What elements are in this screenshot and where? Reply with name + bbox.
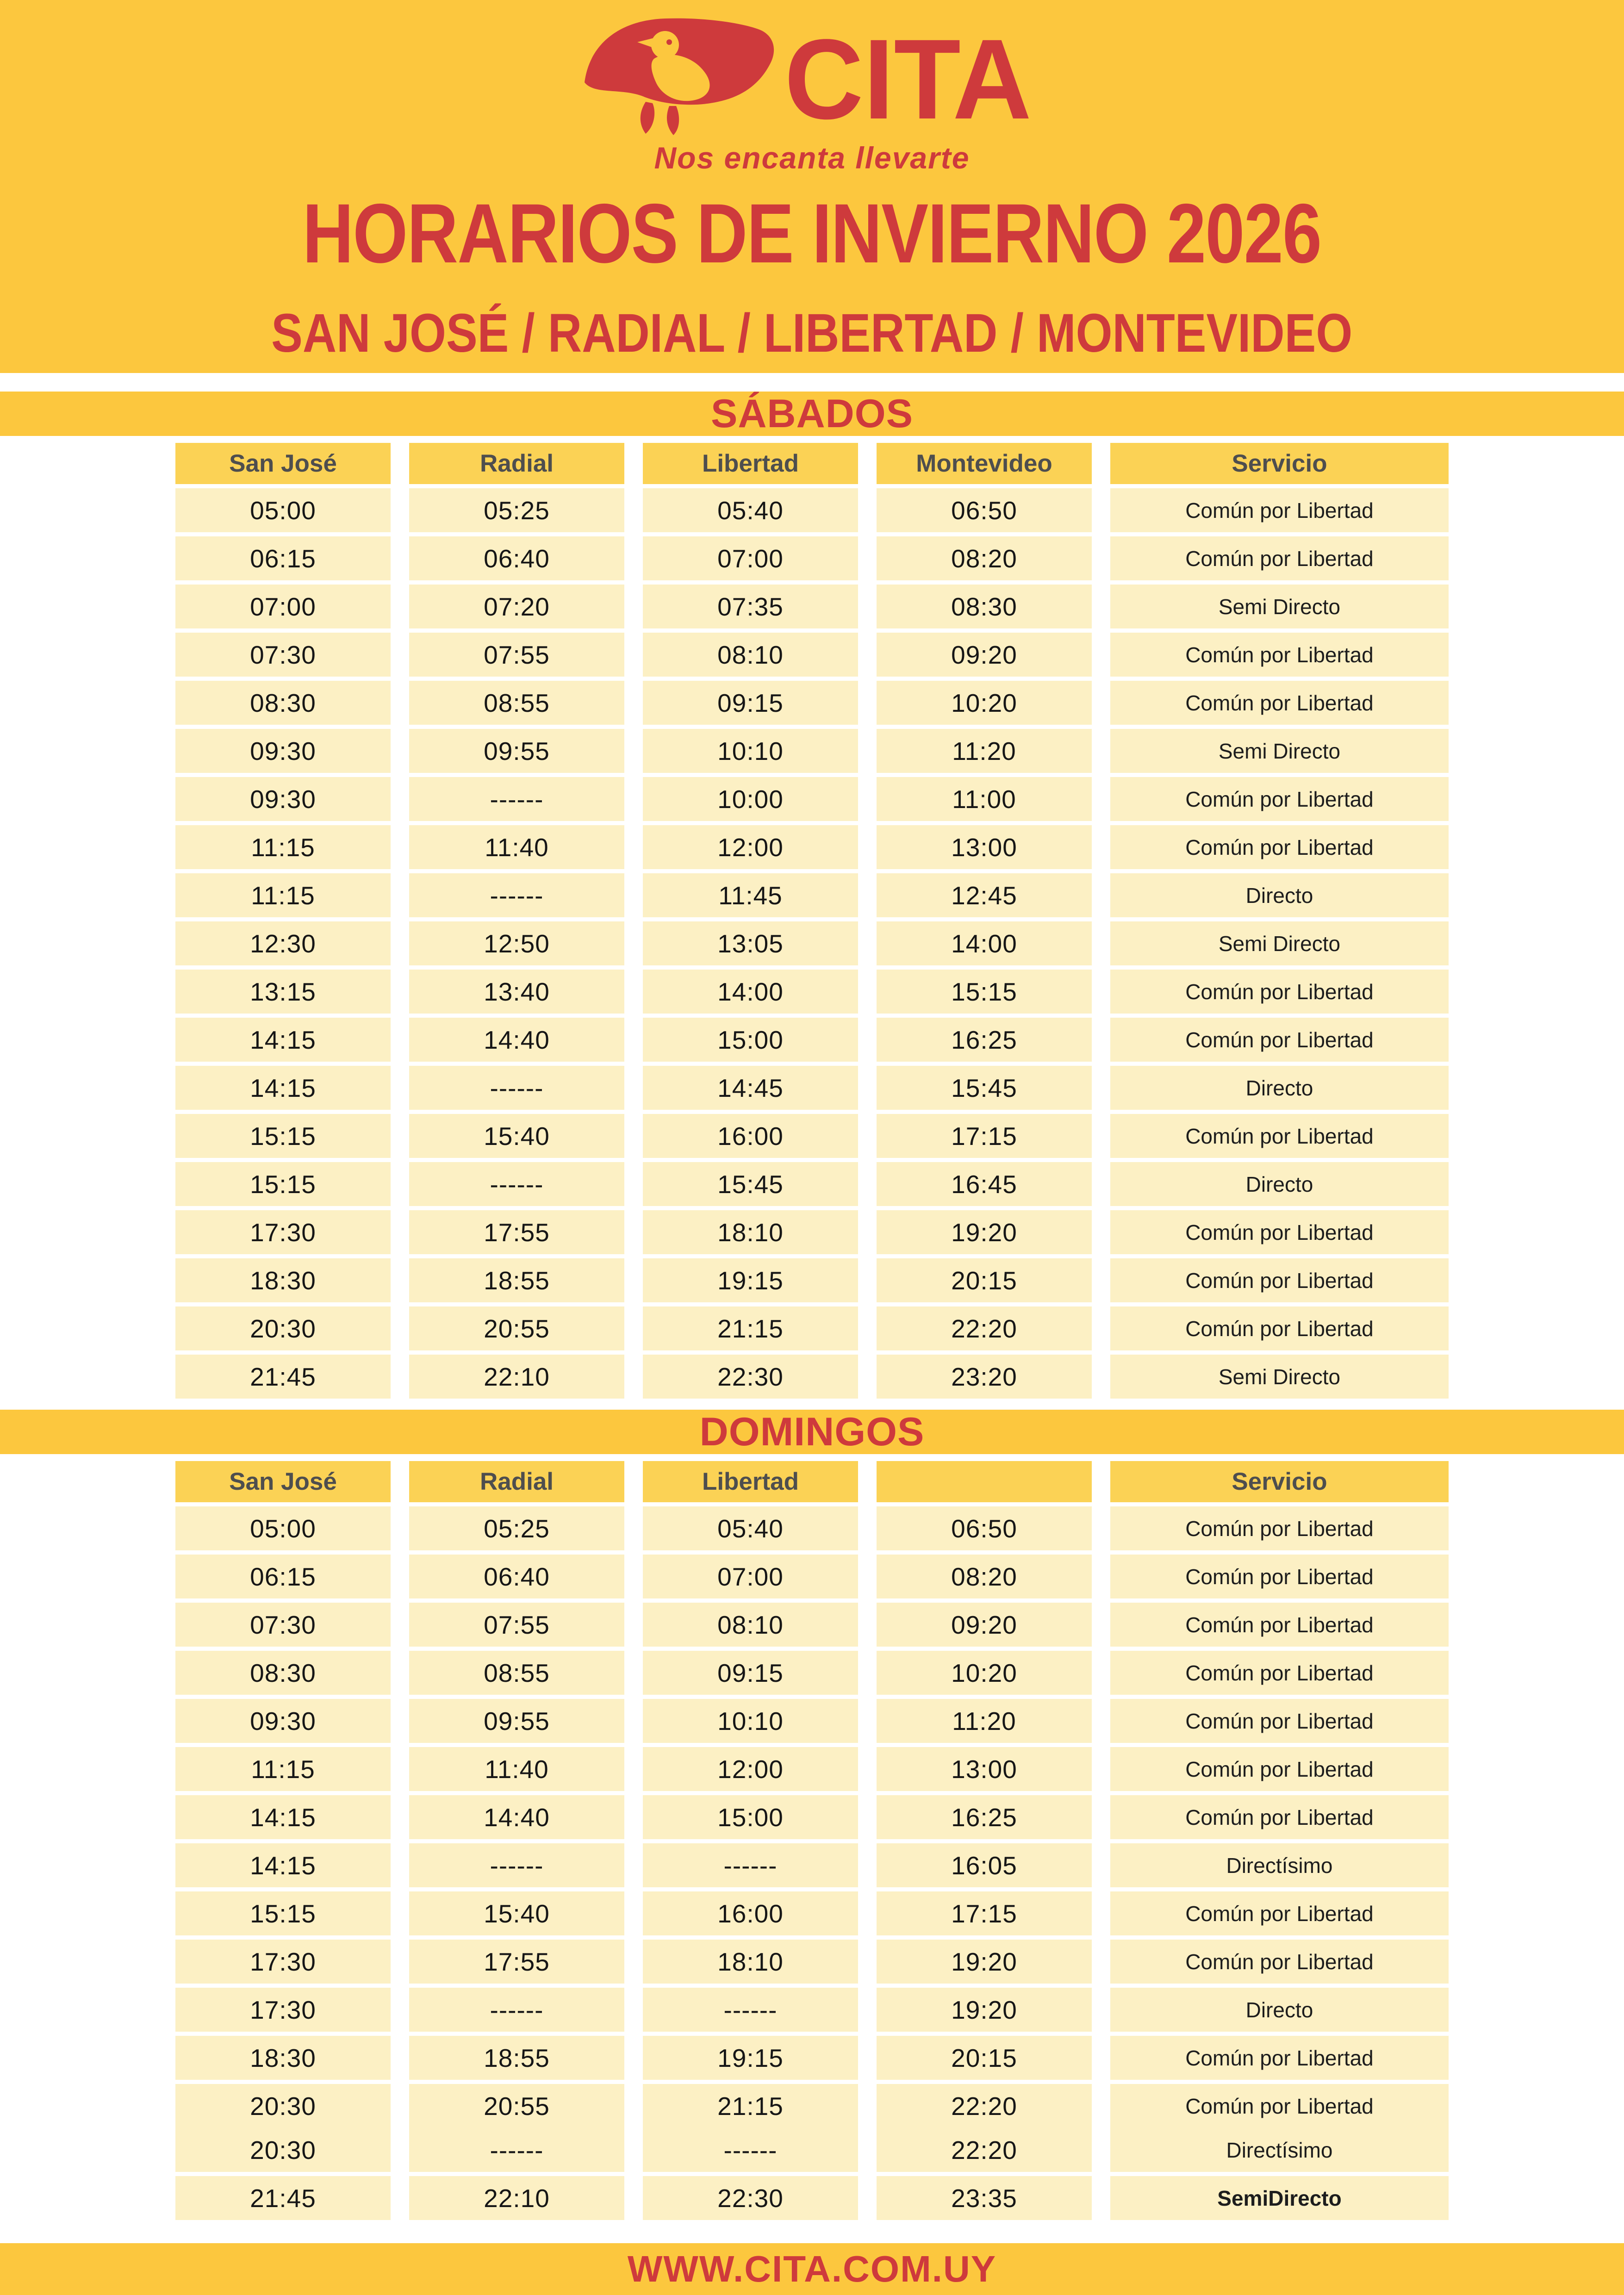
service-cell: Semi Directo — [1110, 1355, 1449, 1399]
service-cell: Común por Libertad — [1110, 777, 1449, 821]
schedule-column — [1110, 443, 1449, 1403]
service-cell: Semi Directo — [1110, 729, 1449, 773]
time-cell: 08:30 — [877, 585, 1092, 628]
time-cell: 19:20 — [877, 1940, 1092, 1984]
time-cell: ------ — [409, 1843, 624, 1887]
time-cell: ------ — [409, 2128, 624, 2172]
schedule-column — [877, 1461, 1092, 2224]
time-cell: 18:55 — [409, 2036, 624, 2080]
time-cell: 21:45 — [175, 2176, 391, 2220]
time-cell: 11:15 — [175, 825, 391, 869]
time-cell: 05:25 — [409, 488, 624, 532]
service-cell: Común por Libertad — [1110, 1747, 1449, 1791]
service-cell: Común por Libertad — [1110, 1603, 1449, 1647]
time-cell: 07:00 — [643, 536, 858, 580]
time-cell: 22:20 — [877, 1306, 1092, 1350]
website-url: WWW.CITA.COM.UY — [627, 2248, 997, 2289]
service-cell: Común por Libertad — [1110, 1651, 1449, 1695]
time-cell: 10:10 — [643, 729, 858, 773]
time-cell: 18:10 — [643, 1210, 858, 1254]
band-label: DOMINGOS — [699, 1409, 925, 1454]
domingos-table — [0, 1454, 1624, 2224]
time-cell: 09:30 — [175, 777, 391, 821]
time-cell: 16:00 — [643, 1891, 858, 1935]
band-label: SÁBADOS — [710, 391, 914, 436]
time-cell: 08:55 — [409, 1651, 624, 1695]
time-cell: 08:20 — [877, 1555, 1092, 1598]
service-cell: Común por Libertad — [1110, 488, 1449, 532]
time-cell: 07:20 — [409, 585, 624, 628]
time-cell: 07:30 — [175, 1603, 391, 1647]
schedule-column — [175, 443, 391, 1403]
column-header: Radial — [409, 1461, 624, 1502]
service-cell: Común por Libertad — [1110, 1555, 1449, 1598]
time-cell: 10:00 — [643, 777, 858, 821]
time-cell: 17:30 — [175, 1940, 391, 1984]
poster-header — [0, 0, 1624, 373]
time-cell: 09:15 — [643, 681, 858, 725]
time-cell: 17:55 — [409, 1940, 624, 1984]
time-cell: 07:35 — [643, 585, 858, 628]
service-cell: Semi Directo — [1110, 921, 1449, 965]
time-cell: 10:20 — [877, 1651, 1092, 1695]
time-cell: 10:10 — [643, 1699, 858, 1743]
time-cell: 12:00 — [643, 1747, 858, 1791]
time-cell: 08:55 — [409, 681, 624, 725]
service-cell: Común por Libertad — [1110, 1306, 1449, 1350]
service-cell: Común por Libertad — [1110, 1940, 1449, 1984]
schedule-column — [643, 1461, 858, 2224]
service-cell: Común por Libertad — [1110, 1795, 1449, 1839]
time-cell: 15:40 — [409, 1891, 624, 1935]
time-cell: 05:40 — [643, 1506, 858, 1550]
service-cell: Directo — [1110, 1162, 1449, 1206]
service-cell: Común por Libertad — [1110, 1018, 1449, 1062]
time-cell: 15:45 — [877, 1066, 1092, 1110]
time-cell: 20:30 — [175, 2084, 391, 2128]
service-cell: Directo — [1110, 873, 1449, 917]
time-cell: 05:00 — [175, 488, 391, 532]
time-cell: 08:10 — [643, 1603, 858, 1647]
time-cell: 22:20 — [877, 2128, 1092, 2172]
column-header — [877, 1461, 1092, 1502]
time-cell: 13:00 — [877, 1747, 1092, 1791]
service-cell: Común por Libertad — [1110, 970, 1449, 1014]
time-cell: 06:15 — [175, 1555, 391, 1598]
service-cell: Común por Libertad — [1110, 2036, 1449, 2080]
time-cell: 22:30 — [643, 2176, 858, 2220]
time-cell: 07:30 — [175, 633, 391, 677]
time-cell: 15:45 — [643, 1162, 858, 1206]
time-cell: 20:55 — [409, 2084, 624, 2128]
time-cell: 08:30 — [175, 681, 391, 725]
service-cell: Común por Libertad — [1110, 1210, 1449, 1254]
time-cell: 06:40 — [409, 1555, 624, 1598]
time-cell: 21:45 — [175, 1355, 391, 1399]
time-cell: 11:20 — [877, 729, 1092, 773]
time-cell: 12:30 — [175, 921, 391, 965]
time-cell: 09:30 — [175, 729, 391, 773]
time-cell: ------ — [409, 873, 624, 917]
route-subtitle: SAN JOSÉ / RADIAL / LIBERTAD / MONTEVIDEO — [271, 303, 1353, 364]
column-header: Radial — [409, 443, 624, 484]
time-cell: 09:20 — [877, 633, 1092, 677]
time-cell: 07:55 — [409, 633, 624, 677]
time-cell: 08:10 — [643, 633, 858, 677]
time-cell: ------ — [409, 1066, 624, 1110]
time-cell: 17:30 — [175, 1988, 391, 2032]
time-cell: 19:15 — [643, 1258, 858, 1302]
time-cell: 09:55 — [409, 1699, 624, 1743]
time-cell: 05:25 — [409, 1506, 624, 1550]
band-domingos — [0, 1410, 1624, 1454]
service-cell: Directísimo — [1110, 2128, 1449, 2172]
time-cell: 12:00 — [643, 825, 858, 869]
service-cell: SemiDirecto — [1110, 2176, 1449, 2220]
time-cell: 16:45 — [877, 1162, 1092, 1206]
time-cell: 09:55 — [409, 729, 624, 773]
time-cell: 05:40 — [643, 488, 858, 532]
time-cell: 08:30 — [175, 1651, 391, 1695]
time-cell: 09:20 — [877, 1603, 1092, 1647]
time-cell: 11:40 — [409, 825, 624, 869]
time-cell: 15:15 — [175, 1162, 391, 1206]
time-cell: 14:00 — [877, 921, 1092, 965]
time-cell: ------ — [643, 1988, 858, 2032]
column-header: Servicio — [1110, 1461, 1449, 1502]
time-cell: 14:40 — [409, 1795, 624, 1839]
time-cell: 14:15 — [175, 1066, 391, 1110]
dove-icon — [576, 13, 1048, 141]
time-cell: 10:20 — [877, 681, 1092, 725]
time-cell: 21:15 — [643, 2084, 858, 2128]
service-cell: Común por Libertad — [1110, 681, 1449, 725]
time-cell: 21:15 — [643, 1306, 858, 1350]
service-cell: Común por Libertad — [1110, 1506, 1449, 1550]
schedule-column — [877, 443, 1092, 1403]
column-header: San José — [175, 1461, 391, 1502]
time-cell: 20:55 — [409, 1306, 624, 1350]
time-cell: 06:40 — [409, 536, 624, 580]
time-cell: 05:00 — [175, 1506, 391, 1550]
column-header: Libertad — [643, 443, 858, 484]
band-sabados — [0, 392, 1624, 436]
time-cell: 19:20 — [877, 1210, 1092, 1254]
time-cell: 15:15 — [175, 1114, 391, 1158]
time-cell: 20:30 — [175, 1306, 391, 1350]
time-cell: ------ — [409, 1988, 624, 2032]
time-cell: 11:15 — [175, 1747, 391, 1791]
time-cell: 14:40 — [409, 1018, 624, 1062]
time-cell: 15:00 — [643, 1018, 858, 1062]
time-cell: 16:00 — [643, 1114, 858, 1158]
column-header: Libertad — [643, 1461, 858, 1502]
time-cell: 06:50 — [877, 488, 1092, 532]
time-cell: 14:15 — [175, 1018, 391, 1062]
time-cell: 15:15 — [175, 1891, 391, 1935]
time-cell: 15:15 — [877, 970, 1092, 1014]
service-cell: Directo — [1110, 1066, 1449, 1110]
time-cell: 15:00 — [643, 1795, 858, 1839]
time-cell: 11:40 — [409, 1747, 624, 1791]
time-cell: 13:15 — [175, 970, 391, 1014]
time-cell: 14:45 — [643, 1066, 858, 1110]
time-cell: 12:50 — [409, 921, 624, 965]
service-cell: Común por Libertad — [1110, 633, 1449, 677]
sabados-table — [0, 436, 1624, 1403]
service-cell: Común por Libertad — [1110, 536, 1449, 580]
time-cell: 15:40 — [409, 1114, 624, 1158]
time-cell: 08:20 — [877, 536, 1092, 580]
time-cell: 16:05 — [877, 1843, 1092, 1887]
time-cell: 13:05 — [643, 921, 858, 965]
page-title: HORARIOS DE INVIERNO 2026 — [303, 186, 1321, 280]
time-cell: 14:15 — [175, 1843, 391, 1887]
time-cell: 19:15 — [643, 2036, 858, 2080]
schedule-column — [409, 443, 624, 1403]
time-cell: 22:10 — [409, 1355, 624, 1399]
time-cell: 18:10 — [643, 1940, 858, 1984]
time-cell: 11:15 — [175, 873, 391, 917]
time-cell: 17:15 — [877, 1114, 1092, 1158]
time-cell: 22:10 — [409, 2176, 624, 2220]
column-header: San José — [175, 443, 391, 484]
brand-wordmark: CITA — [784, 16, 1032, 141]
service-cell: Común por Libertad — [1110, 1114, 1449, 1158]
cita-logo — [0, 0, 1624, 143]
time-cell: 17:55 — [409, 1210, 624, 1254]
time-cell: 22:30 — [643, 1355, 858, 1399]
service-cell: Directísimo — [1110, 1843, 1449, 1887]
time-cell: 17:30 — [175, 1210, 391, 1254]
time-cell: 18:55 — [409, 1258, 624, 1302]
time-cell: 06:15 — [175, 536, 391, 580]
time-cell: 14:00 — [643, 970, 858, 1014]
time-cell: 20:15 — [877, 1258, 1092, 1302]
brand-tagline: Nos encanta llevarte — [654, 141, 970, 175]
footer-band — [0, 2243, 1624, 2295]
time-cell: 16:25 — [877, 1795, 1092, 1839]
time-cell: 20:30 — [175, 2128, 391, 2172]
schedule-column — [643, 443, 858, 1403]
column-header: Montevideo — [877, 443, 1092, 484]
time-cell: ------ — [643, 2128, 858, 2172]
time-cell: 23:35 — [877, 2176, 1092, 2220]
time-cell: 13:00 — [877, 825, 1092, 869]
time-cell: 12:45 — [877, 873, 1092, 917]
time-cell: 09:30 — [175, 1699, 391, 1743]
time-cell: 22:20 — [877, 2084, 1092, 2128]
time-cell: 07:00 — [175, 585, 391, 628]
schedule-column — [1110, 1461, 1449, 2224]
time-cell: 13:40 — [409, 970, 624, 1014]
time-cell: 11:45 — [643, 873, 858, 917]
time-cell: ------ — [409, 777, 624, 821]
time-cell: 17:15 — [877, 1891, 1092, 1935]
service-cell: Común por Libertad — [1110, 2084, 1449, 2128]
service-cell: Común por Libertad — [1110, 825, 1449, 869]
schedule-column — [409, 1461, 624, 2224]
schedule-column — [175, 1461, 391, 2224]
time-cell: 07:00 — [643, 1555, 858, 1598]
time-cell: 09:15 — [643, 1651, 858, 1695]
time-cell: 11:00 — [877, 777, 1092, 821]
time-cell: 11:20 — [877, 1699, 1092, 1743]
service-cell: Común por Libertad — [1110, 1258, 1449, 1302]
time-cell: 18:30 — [175, 1258, 391, 1302]
time-cell: 20:15 — [877, 2036, 1092, 2080]
service-cell: Semi Directo — [1110, 585, 1449, 628]
time-cell: 19:20 — [877, 1988, 1092, 2032]
time-cell: 16:25 — [877, 1018, 1092, 1062]
time-cell: ------ — [643, 1843, 858, 1887]
service-cell: Común por Libertad — [1110, 1699, 1449, 1743]
column-header: Servicio — [1110, 443, 1449, 484]
time-cell: 07:55 — [409, 1603, 624, 1647]
service-cell: Común por Libertad — [1110, 1891, 1449, 1935]
time-cell: 14:15 — [175, 1795, 391, 1839]
service-cell: Directo — [1110, 1988, 1449, 2032]
time-cell: 06:50 — [877, 1506, 1092, 1550]
divider — [0, 373, 1624, 392]
time-cell: 23:20 — [877, 1355, 1092, 1399]
time-cell: 18:30 — [175, 2036, 391, 2080]
time-cell: ------ — [409, 1162, 624, 1206]
